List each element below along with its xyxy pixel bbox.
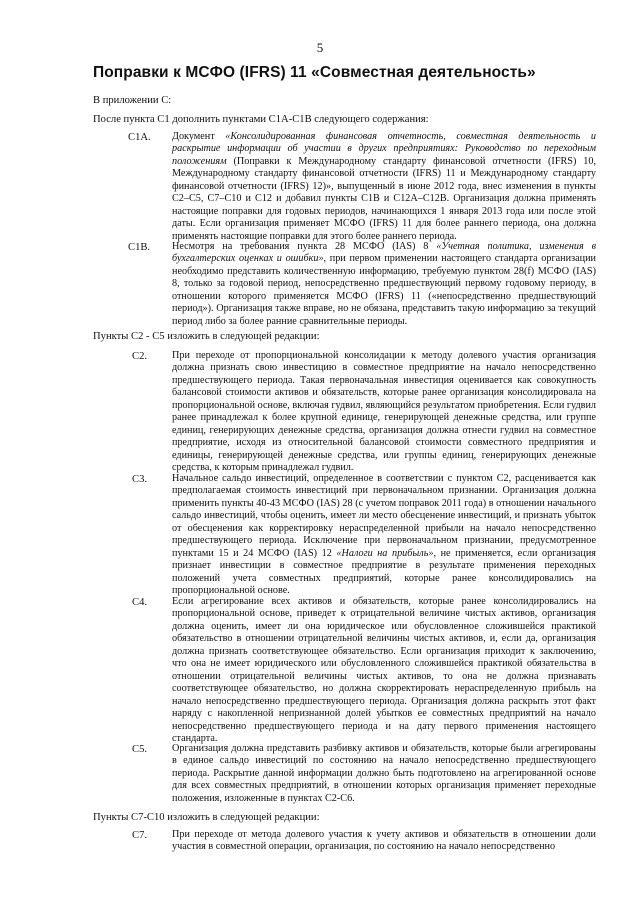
- paragraph-c4: Если агрегирование всех активов и обязательств, которые ранее консолидировались на пропорциональной основе, приведет к отрицательной величине чистых активов, организация должна оценить, имеет ли она юридическое или обусловленное сложившейся практикой обязательство в отношении отрицательной величины чистых активов, и, если да, организация должна признать соответствующее обязательство. Если организация приходит к заключению, что она не имеет юридического или обусловленного сложившейся практикой обязательства в отношении отрицательной величины чистых активов, то она не должна признавать соответствующее обязательство, но должна скорректировать нераспределенную прибыль на начало непосредственно предшествующего периода. Организация должна раскрыть этот факт наряду с накопленной непризнанной долей убытков ее совместных предприятий на начало непосредственно предшествующего периода и на дату первого применения настоящего стандарта.: [172, 596, 596, 744]
- paragraph-label-c1b: C1B.: [128, 242, 151, 253]
- paragraph-label-c4: C4.: [132, 597, 148, 608]
- c3-text-1: Начальное сальдо инвестиций, определенное в соответствии с пунктом C2, расценивается как предполагаемая стоимость инвестиций при первоначальном признании. Организация должна применить пункты 40-43 МСФО (IAS) 28 (с учетом поправок 2011 года) в отношении начального сальдо инвестиций, чтобы оценить, имеет ли место обесценение инвестиций, и признать убыток от обесценения как корректировку нераспределенной прибыли на начало непосредственно предшествующего периода. Исключение при первоначальном признании, предусмотренное пунктами 15 и 24 МСФО (IAS) 12: [172, 473, 596, 559]
- c1a-text-2: (Поправки к Международному стандарту финансовой отчетности (IFRS) 10, Международному стандарту финансовой отчетности (IFRS) 11 и Международному стандарту финансовой отчетности (IFRS) 12)», выпущенный в июне 2012 года, внес изменения в пункты C2–C5, C7–C10 и C12 и добавил пункты C1B и C12A–C12B. Организация должна применять настоящие поправки для годовых периодов, начинающихся 1 января 2013 года или после этой даты. Если организация применяет МСФО (IFRS) 11 для более раннего периода, она должна применять настоящие поправки для этого более раннего периода.: [172, 155, 596, 242]
- paragraph-c1a: [172, 131, 596, 243]
- paragraph-label-c1a: C1A.: [128, 132, 151, 143]
- c1b-italic-title: «Учетная политика, изменения в бухгалтерских оценках и ошибки»: [172, 241, 596, 265]
- c1b-text-1: Несмотря на требования пункта 28 МСФО (IAS) 8: [172, 241, 437, 252]
- c3-italic-title: «Налоги на прибыль»: [336, 547, 434, 559]
- paragraph-c3: [172, 473, 596, 598]
- paragraph-c1b: [172, 241, 596, 328]
- paragraph-label-c5: C5.: [132, 744, 148, 755]
- paragraph-label-c7: C7.: [132, 830, 148, 841]
- paragraph-label-c3: C3.: [132, 474, 148, 485]
- c3-text-2: , не применяется, если организация признает инвестиции в совместное предприятие в результате применения переходных положений учета совместных предприятий, которые ранее консолидировались на пропорциональной основе.: [172, 547, 596, 597]
- section-intro-c1a-c1b: После пункта C1 дополнить пунктами C1A-C1B следующего содержания:: [93, 114, 429, 125]
- section-intro-c7-c10: Пункты C7-C10 изложить в следующей редакции:: [93, 812, 320, 823]
- paragraph-label-c2: C2.: [132, 351, 148, 362]
- c1b-text-2: , при первом применении настоящего стандарта организации необходимо представить количественную информацию, требуемую пунктом 28(f) МСФО (IAS) 8, только за годовой период, непосредственно предшествующий первому годовому периоду, в отношении которого применяется МСФО (IFRS) 11 («непосредственно предшествующий период»). Организация также вправе, но не обязана, представить такую информацию за текущий период либо за более ранние сравнительные периоды.: [172, 253, 596, 327]
- page-number: 5: [316, 40, 324, 55]
- appendix-intro: В приложении С:: [93, 95, 172, 106]
- c1a-italic-title: «Консолидированная финансовая отчетность, совместная деятельность и раскрытие информации об участии в других предприятиях: Руководство по переходным положениям: [172, 131, 596, 167]
- c1a-text-1: Документ: [172, 131, 226, 142]
- paragraph-c2: При переходе от пропорциональной консолидации к методу долевого участия организация должна признать свою инвестицию в совместное предприятие на начало непосредственно предшествующего периода. Такая первоначальная инвестиция оценивается как совокупность балансовой стоимости активов и обязательств, которые ранее организация консолидировала на пропорциональной основе, включая гудвил, являющийся результатом приобретения. Если гудвил ранее принадлежал к более крупной единице, генерирующей денежные средства, или группе единиц, генерирующих денежные средства, организация должна отнести гудвил на совместное предприятие, исходя из относительной балансовой стоимости совместного предприятия и единицы, генерирующей денежные средства, или группы единиц, генерирующих денежные средства, к которым принадлежал гудвил.: [172, 350, 596, 474]
- section-intro-c2-c5: Пункты C2 - C5 изложить в следующей редакции:: [93, 331, 320, 342]
- page-title: Поправки к МСФО (IFRS) 11 «Совместная деятельность»: [93, 64, 536, 81]
- paragraph-c5: Организация должна представить разбивку активов и обязательств, которые были агрегированы в единое сальдо инвестиций по состоянию на начало непосредственно предшествующего периода. Раскрытие данной информации должно быть подготовлено на агрегированной основе для всех совместных предприятий, в отношении которых организация применяет переходные положения, изложенные в пунктах C2-C6.: [172, 743, 596, 804]
- paragraph-c7: При переходе от метода долевого участия к учету активов и обязательств в отношении доли участия в совместной операции, организация, по состоянию на начало непосредственно: [172, 829, 596, 853]
